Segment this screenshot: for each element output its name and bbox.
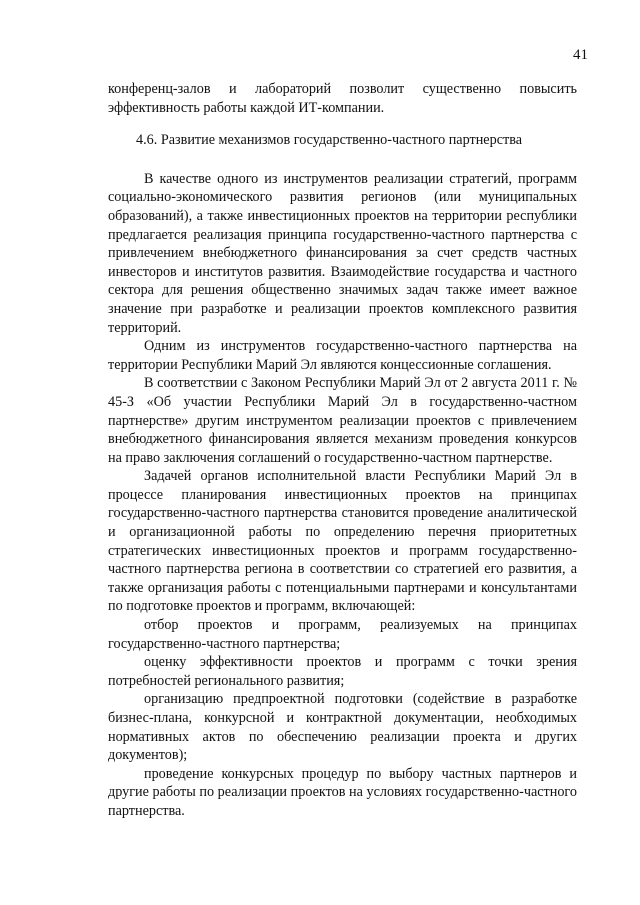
paragraph: Задачей органов исполнительной власти Республики Марий Эл в процессе планирования инвестиционных проектов на принципах государственно-частного партнерства становится проведение аналитической и организационной работы по определению перечня приоритетных стратегических инвестиционных проектов и программ государственно-частного партнерства региона в соответствии со стратегией его развития, а также организация работы с потенциальными партнерами и консультантами по подготовке проектов и программ, включающей: bbox=[108, 468, 577, 615]
paragraph: В качестве одного из инструментов реализации стратегий, программ социально-экономического развития регионов (или муниципальных образований), а также инвестиционных проектов на территории республики предлагается реализация принципа государственно-частного партнерства с привлечением внебюджетного финансирования за счет средств частных инвесторов и институтов развития. Взаимодействие государства и частного сектора для решения общественно значимых задач также имеет важное значение при разработке и реализации проектов комплексного развития территорий. bbox=[108, 170, 577, 336]
paragraph: Одним из инструментов государственно-частного партнерства на территории Республики Марий Эл являются концессионные соглашения. bbox=[108, 338, 577, 373]
lead-paragraph: конференц-залов и лабораторий позволит существенно повысить эффективность работы каждой ИТ-компании. bbox=[108, 81, 577, 116]
page-number: 41 bbox=[573, 47, 588, 63]
list-item: оценку эффективности проектов и программ с точки зрения потребностей регионального развития; bbox=[108, 654, 577, 689]
paragraph: В соответствии с Законом Республики Марий Эл от 2 августа 2011 г. № 45-З «Об участии Республики Марий Эл в государственно-частном партнерстве» другим инструментом реализации проектов с привлечением внебюджетного финансирования является механизм проведения конкурсов на право заключения соглашений о государственно-частном партнерстве. bbox=[108, 375, 577, 466]
list-item: отбор проектов и программ, реализуемых на принципах государственно-частного партнерства; bbox=[108, 617, 577, 652]
list-item: проведение конкурсных процедур по выбору частных партнеров и другие работы по реализации проектов на условиях государственно-частного партнерства. bbox=[108, 765, 577, 819]
page-body bbox=[108, 80, 577, 821]
list-item: организацию предпроектной подготовки (содействие в разработке бизнес-плана, конкурсной и контрактной документации, необходимых нормативных актов по обеспечению реализации проекта и других документов); bbox=[108, 691, 577, 764]
section-heading: 4.6. Развитие механизмов государственно-частного партнерства bbox=[136, 132, 522, 149]
